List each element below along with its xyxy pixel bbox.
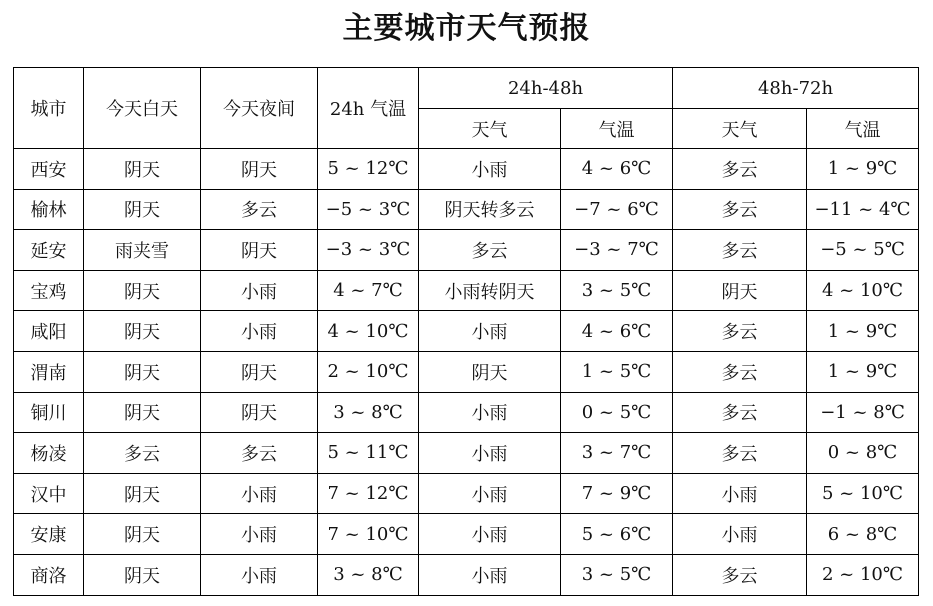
city-name: 宝鸡 [14, 270, 84, 311]
night-weather: 阴天 [201, 392, 318, 433]
temp-24h: 3 ~ 8℃ [318, 554, 419, 595]
weather-48-72h: 多云 [673, 149, 807, 190]
temp-48-72h: 0 ~ 8℃ [807, 433, 919, 474]
table-row [14, 392, 919, 433]
header-day: 今天白天 [84, 68, 201, 149]
temp-24h: 2 ~ 10℃ [318, 351, 419, 392]
temp-24-48h: 7 ~ 9℃ [561, 473, 673, 514]
temp-48-72h: −1 ~ 8℃ [807, 392, 919, 433]
temp-24-48h: −3 ~ 7℃ [561, 230, 673, 271]
page-title: 主要城市天气预报 [342, 11, 591, 46]
temp-24-48h: −7 ~ 6℃ [561, 189, 673, 230]
night-weather: 阴天 [201, 351, 318, 392]
header-group-24-48: 24h-48h [419, 68, 673, 109]
temp-24h: 7 ~ 10℃ [318, 514, 419, 555]
city-name: 安康 [14, 514, 84, 555]
night-weather: 多云 [201, 189, 318, 230]
day-weather: 雨夹雪 [84, 230, 201, 271]
temp-48-72h: −11 ~ 4℃ [807, 189, 919, 230]
temp-24-48h: 3 ~ 5℃ [561, 554, 673, 595]
temp-48-72h: 4 ~ 10℃ [807, 270, 919, 311]
temp-24h: 4 ~ 10℃ [318, 311, 419, 352]
night-weather: 小雨 [201, 311, 318, 352]
day-weather: 阴天 [84, 392, 201, 433]
header-group-48-72: 48h-72h [673, 68, 919, 109]
night-weather: 多云 [201, 433, 318, 474]
weather-24-48h: 小雨 [419, 433, 561, 474]
table-row [14, 514, 919, 555]
weather-48-72h: 多云 [673, 392, 807, 433]
night-weather: 阴天 [201, 149, 318, 190]
weather-24-48h: 小雨 [419, 554, 561, 595]
temp-24-48h: 4 ~ 6℃ [561, 311, 673, 352]
temp-24h: −3 ~ 3℃ [318, 230, 419, 271]
temp-48-72h: 5 ~ 10℃ [807, 473, 919, 514]
temp-24h: 7 ~ 12℃ [318, 473, 419, 514]
night-weather: 小雨 [201, 473, 318, 514]
day-weather: 多云 [84, 433, 201, 474]
temp-48-72h: −5 ~ 5℃ [807, 230, 919, 271]
table-row [14, 433, 919, 474]
temp-48-72h: 2 ~ 10℃ [807, 554, 919, 595]
night-weather: 阴天 [201, 230, 318, 271]
table-row [14, 311, 919, 352]
temp-24h: 3 ~ 8℃ [318, 392, 419, 433]
weather-24-48h: 小雨 [419, 311, 561, 352]
weather-48-72h: 多云 [673, 433, 807, 474]
night-weather: 小雨 [201, 270, 318, 311]
weather-48-72h: 多云 [673, 189, 807, 230]
table-row [14, 230, 919, 271]
city-name: 榆林 [14, 189, 84, 230]
city-name: 西安 [14, 149, 84, 190]
table-row [14, 149, 919, 190]
table-row [14, 351, 919, 392]
temp-48-72h: 1 ~ 9℃ [807, 149, 919, 190]
day-weather: 阴天 [84, 514, 201, 555]
temp-24h: 5 ~ 11℃ [318, 433, 419, 474]
temp-24-48h: 5 ~ 6℃ [561, 514, 673, 555]
day-weather: 阴天 [84, 473, 201, 514]
weather-24-48h: 多云 [419, 230, 561, 271]
table-row [14, 270, 919, 311]
header-night: 今天夜间 [201, 68, 318, 149]
city-name: 铜川 [14, 392, 84, 433]
city-name: 商洛 [14, 554, 84, 595]
day-weather: 阴天 [84, 554, 201, 595]
day-weather: 阴天 [84, 149, 201, 190]
day-weather: 阴天 [84, 270, 201, 311]
city-name: 咸阳 [14, 311, 84, 352]
temp-48-72h: 1 ~ 9℃ [807, 311, 919, 352]
temp-24-48h: 1 ~ 5℃ [561, 351, 673, 392]
city-name: 延安 [14, 230, 84, 271]
table-row [14, 554, 919, 595]
weather-24-48h: 阴天转多云 [419, 189, 561, 230]
city-name: 渭南 [14, 351, 84, 392]
temp-24-48h: 3 ~ 7℃ [561, 433, 673, 474]
temp-24h: −5 ~ 3℃ [318, 189, 419, 230]
temp-48-72h: 1 ~ 9℃ [807, 351, 919, 392]
temp-24-48h: 0 ~ 5℃ [561, 392, 673, 433]
temp-24-48h: 4 ~ 6℃ [561, 149, 673, 190]
header-temp24: 24h 气温 [318, 68, 419, 149]
header-weather-72: 天气 [673, 109, 807, 149]
weather-24-48h: 小雨转阴天 [419, 270, 561, 311]
weather-48-72h: 阴天 [673, 270, 807, 311]
header-temp-72: 气温 [807, 109, 919, 149]
temp-24h: 4 ~ 7℃ [318, 270, 419, 311]
header-weather-48: 天气 [419, 109, 561, 149]
night-weather: 小雨 [201, 514, 318, 555]
temp-48-72h: 6 ~ 8℃ [807, 514, 919, 555]
forecast-table [13, 67, 919, 596]
weather-24-48h: 小雨 [419, 392, 561, 433]
weather-24-48h: 小雨 [419, 149, 561, 190]
header-temp-48: 气温 [561, 109, 673, 149]
city-name: 杨凌 [14, 433, 84, 474]
weather-48-72h: 小雨 [673, 473, 807, 514]
city-name: 汉中 [14, 473, 84, 514]
table-row [14, 473, 919, 514]
weather-48-72h: 多云 [673, 311, 807, 352]
table-row [14, 189, 919, 230]
day-weather: 阴天 [84, 311, 201, 352]
weather-24-48h: 小雨 [419, 473, 561, 514]
day-weather: 阴天 [84, 189, 201, 230]
temp-24-48h: 3 ~ 5℃ [561, 270, 673, 311]
weather-48-72h: 小雨 [673, 514, 807, 555]
header-city: 城市 [14, 68, 84, 149]
temp-24h: 5 ~ 12℃ [318, 149, 419, 190]
weather-48-72h: 多云 [673, 230, 807, 271]
weather-24-48h: 阴天 [419, 351, 561, 392]
header-row-top [14, 68, 919, 109]
day-weather: 阴天 [84, 351, 201, 392]
weather-24-48h: 小雨 [419, 514, 561, 555]
night-weather: 小雨 [201, 554, 318, 595]
weather-48-72h: 多云 [673, 554, 807, 595]
weather-48-72h: 多云 [673, 351, 807, 392]
